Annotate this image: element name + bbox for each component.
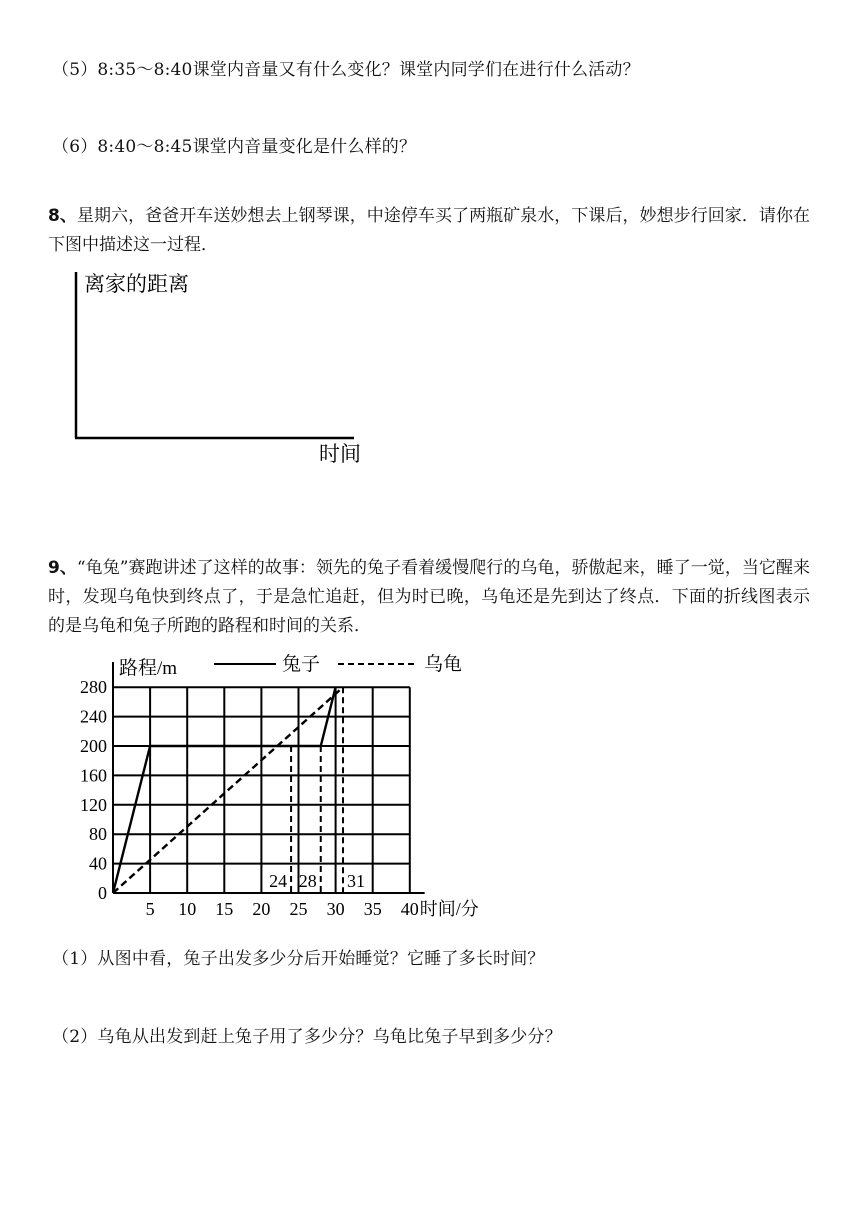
x-tick-label: 20: [252, 899, 271, 918]
y-tick-label: 280: [80, 677, 107, 698]
y-tick-label: 160: [80, 765, 107, 786]
y-tick-label: 240: [80, 706, 107, 727]
x-tick-label: 35: [363, 899, 382, 918]
q9-sub1: （1）从图中看，兔子出发多少分后开始睡觉？它睡了多长时间？: [52, 949, 545, 969]
marked-time-label: 28: [298, 871, 317, 891]
y-tick-label: 200: [80, 736, 107, 756]
x-tick-label: 40: [400, 899, 419, 918]
x-tick-label: 25: [289, 899, 308, 918]
q7-sub5: （5）8:35～8:40课堂内音量又有什么变化？课堂内同学们在进行什么活动？: [52, 60, 640, 80]
q8-number: 8、: [48, 206, 77, 226]
y-tick-label: 40: [89, 853, 107, 874]
marked-time-label: 31: [347, 871, 366, 891]
q8-y-label: 离家的距离: [84, 272, 189, 296]
marked-time-label: 24: [269, 871, 288, 891]
q8-body: 星期六，爸爸开车送妙想去上钢琴课，中途停车买了两瓶矿泉水，下课后，妙想步行回家．请你在下图中描述这一过程．: [48, 206, 810, 255]
q9-body: “龟兔”赛跑讲述了这样的故事：领先的兔子看着缓慢爬行的乌龟，骄傲起来，睡了一觉，当它醒来时，发现乌龟快到终点了，于是急忙追赶，但为时已晚，乌龟还是先到达了终点．下面的折线图表示的是乌龟和兔子所跑的路程和时间的关系．: [48, 558, 810, 636]
legend-label-rabbit: 兔子: [282, 654, 321, 675]
race-line-chart: [0, 648, 520, 918]
x-tick-label: 10: [178, 899, 197, 918]
legend-label-tortoise: 乌龟: [424, 654, 463, 675]
x-axis-title: 时间/分: [419, 899, 479, 918]
q8-x-label: 时间: [319, 442, 361, 466]
chart-y-axis-title: 路程/m: [119, 658, 178, 679]
q7-sub6: （6）8:40～8:45课堂内音量变化是什么样的？: [52, 137, 417, 157]
q9-text: [48, 554, 810, 641]
x-tick-label: 30: [326, 899, 345, 918]
y-tick-label: 0: [98, 883, 107, 903]
y-tick-label: 120: [80, 794, 107, 815]
q9-sub2: （2）乌龟从出发到赶上兔子用了多少分？乌龟比兔子早到多少分？: [52, 1027, 562, 1047]
x-tick-label: 5: [145, 899, 155, 918]
series-line-tortoise: [113, 687, 343, 893]
y-tick-label: 80: [89, 824, 107, 845]
x-tick-label: 15: [215, 899, 234, 918]
q9-number: 9、: [48, 558, 77, 578]
